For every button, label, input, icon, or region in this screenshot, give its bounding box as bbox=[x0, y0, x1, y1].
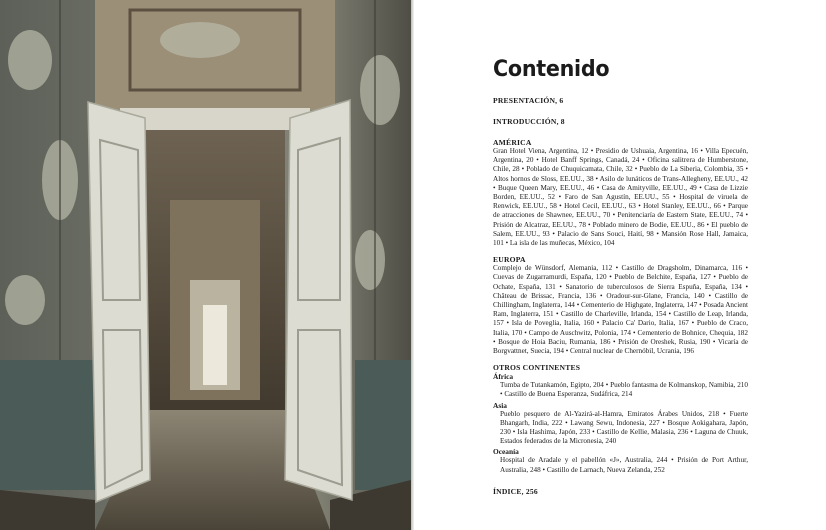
section-heading-otros: OTROS CONTINENTES bbox=[493, 363, 581, 373]
section-list-africa: Tumba de Tutankamón, Egipto, 204 • Pueblo fantasma de Kolmanskop, Namibia, 210 • Castillo de Buena Esperanza, Sudáfrica, 214 bbox=[500, 381, 748, 399]
section-heading-europa: EUROPA bbox=[493, 255, 526, 265]
section-heading-america: AMÉRICA bbox=[493, 138, 532, 147]
page-title: Contenido bbox=[493, 57, 610, 82]
book-gutter bbox=[411, 0, 414, 530]
subheading-africa: África bbox=[493, 372, 514, 382]
section-list-europa: Complejo de Wünsdorf, Alemania, 112 • Castillo de Dragsholm, Dinamarca, 116 • Cuevas de Zugarramurdi, España, 120 • Pueblo de Belchite, España, 127 • Pueblo de Ochate, España, 131 • Sanatorio de tuberculosos de Sierra Espuña, España, 134 • Château de Brissac, Francia, 136 • Oradour-sur-Glane, Francia, 140 • Castillo de Chillingham, Inglaterra, 144 • Cementerio de Highgate, Inglaterra, 147 • Posada Ancient Ram, Inglaterra, 151 • Castillo de Charleville, Irlanda, 154 • Castillo de Leap, Irlanda, 157 • Isla de Poveglia, Italia, 160 • Palacio Ca' Dario, Italia, 167 • Pueblo de Craco, Italia, 170 • Campo de Auschwitz, Polonia, 174 • Cementerio de Bohnice, Chequia, 182 • Bosque de Hoia Baciu, Rumania, 186 • Prisión de Oreshek, Rusia, 190 • Vicaría de Borgvattnet, Suecia, 194 • Central nuclear de Chernóbil, Ucrania, 196 bbox=[493, 264, 748, 356]
subheading-asia: Asia bbox=[493, 400, 507, 410]
toc-entry-presentacion: PRESENTACIÓN, 6 bbox=[493, 96, 564, 105]
contents-page bbox=[493, 58, 748, 508]
section-list-america: Gran Hotel Viena, Argentina, 12 • Presidio de Ushuaia, Argentina, 16 • Villa Epecuén, Argentina, 20 • Hotel Banff Springs, Canadá, 24 • Oficina salitrera de Humberstone, Chile, 28 • Poblado de Chuquicamata, Chile, 32 • Pueblo de La Siberia, Colombia, 35 • Altos hornos de Sloss, EE.UU., 38 • Asilo de lunáticos de Trans-Allegheny, EE.UU., 42 • Buque Queen Mary, EE.UU., 46 • Casa de Amityville, EE.UU., 49 • Casa de Lizzie Borden, EE.UU., 52 • Faro de San Agustín, EE.UU., 55 • Hospital de viruela de Renwick, EE.UU., 58 • Hotel Cecil, EE.UU., 63 • Hotel Stanley, EE.UU., 66 • Parque de atracciones de Shawnee, EE.UU., 70 • Penitenciaría de Eastern State, EE.UU., 74 • Prisión de Alcatraz, EE.UU., 78 • Poblado minero de Bodie, EE.UU., 86 • El pueblo de Salem, EE.UU., 93 • Palacio de Sans Souci, Haití, 98 • Mansión Rose Hall, Jamaica, 101 • La isla de las muñecas, México, 104 bbox=[493, 147, 748, 248]
wainscot-right bbox=[355, 360, 411, 490]
section-list-oceania: Hospital de Aradale y el pabellón «J», Australia, 244 • Prisión de Port Arthur, Australia, 248 • Castillo de Larnach, Nueva Zelanda, 252 bbox=[500, 456, 748, 474]
door-lintel bbox=[120, 108, 310, 130]
section-list-asia: Pueblo pesquero de Al-Yazirá-al-Hamra, Emiratos Árabes Unidos, 218 • Fuerte Bhangarh, India, 222 • Lawang Sewu, Indonesia, 227 • Bosque Aokigahara, Japón, 230 • Isla Hashima, Japón, 233 • Castillo de Kellie, Malasia, 236 • Laguna de Chuuk, Estados federados de la Micronesia, 240 bbox=[500, 409, 748, 446]
abandoned-palace-photo bbox=[0, 0, 411, 530]
toc-entry-indice: ÍNDICE, 256 bbox=[493, 486, 538, 496]
wainscot-left bbox=[0, 360, 95, 490]
subheading-oceania: Oceanía bbox=[493, 447, 519, 457]
toc-entry-introduccion: INTRODUCCIÓN, 8 bbox=[493, 117, 565, 126]
